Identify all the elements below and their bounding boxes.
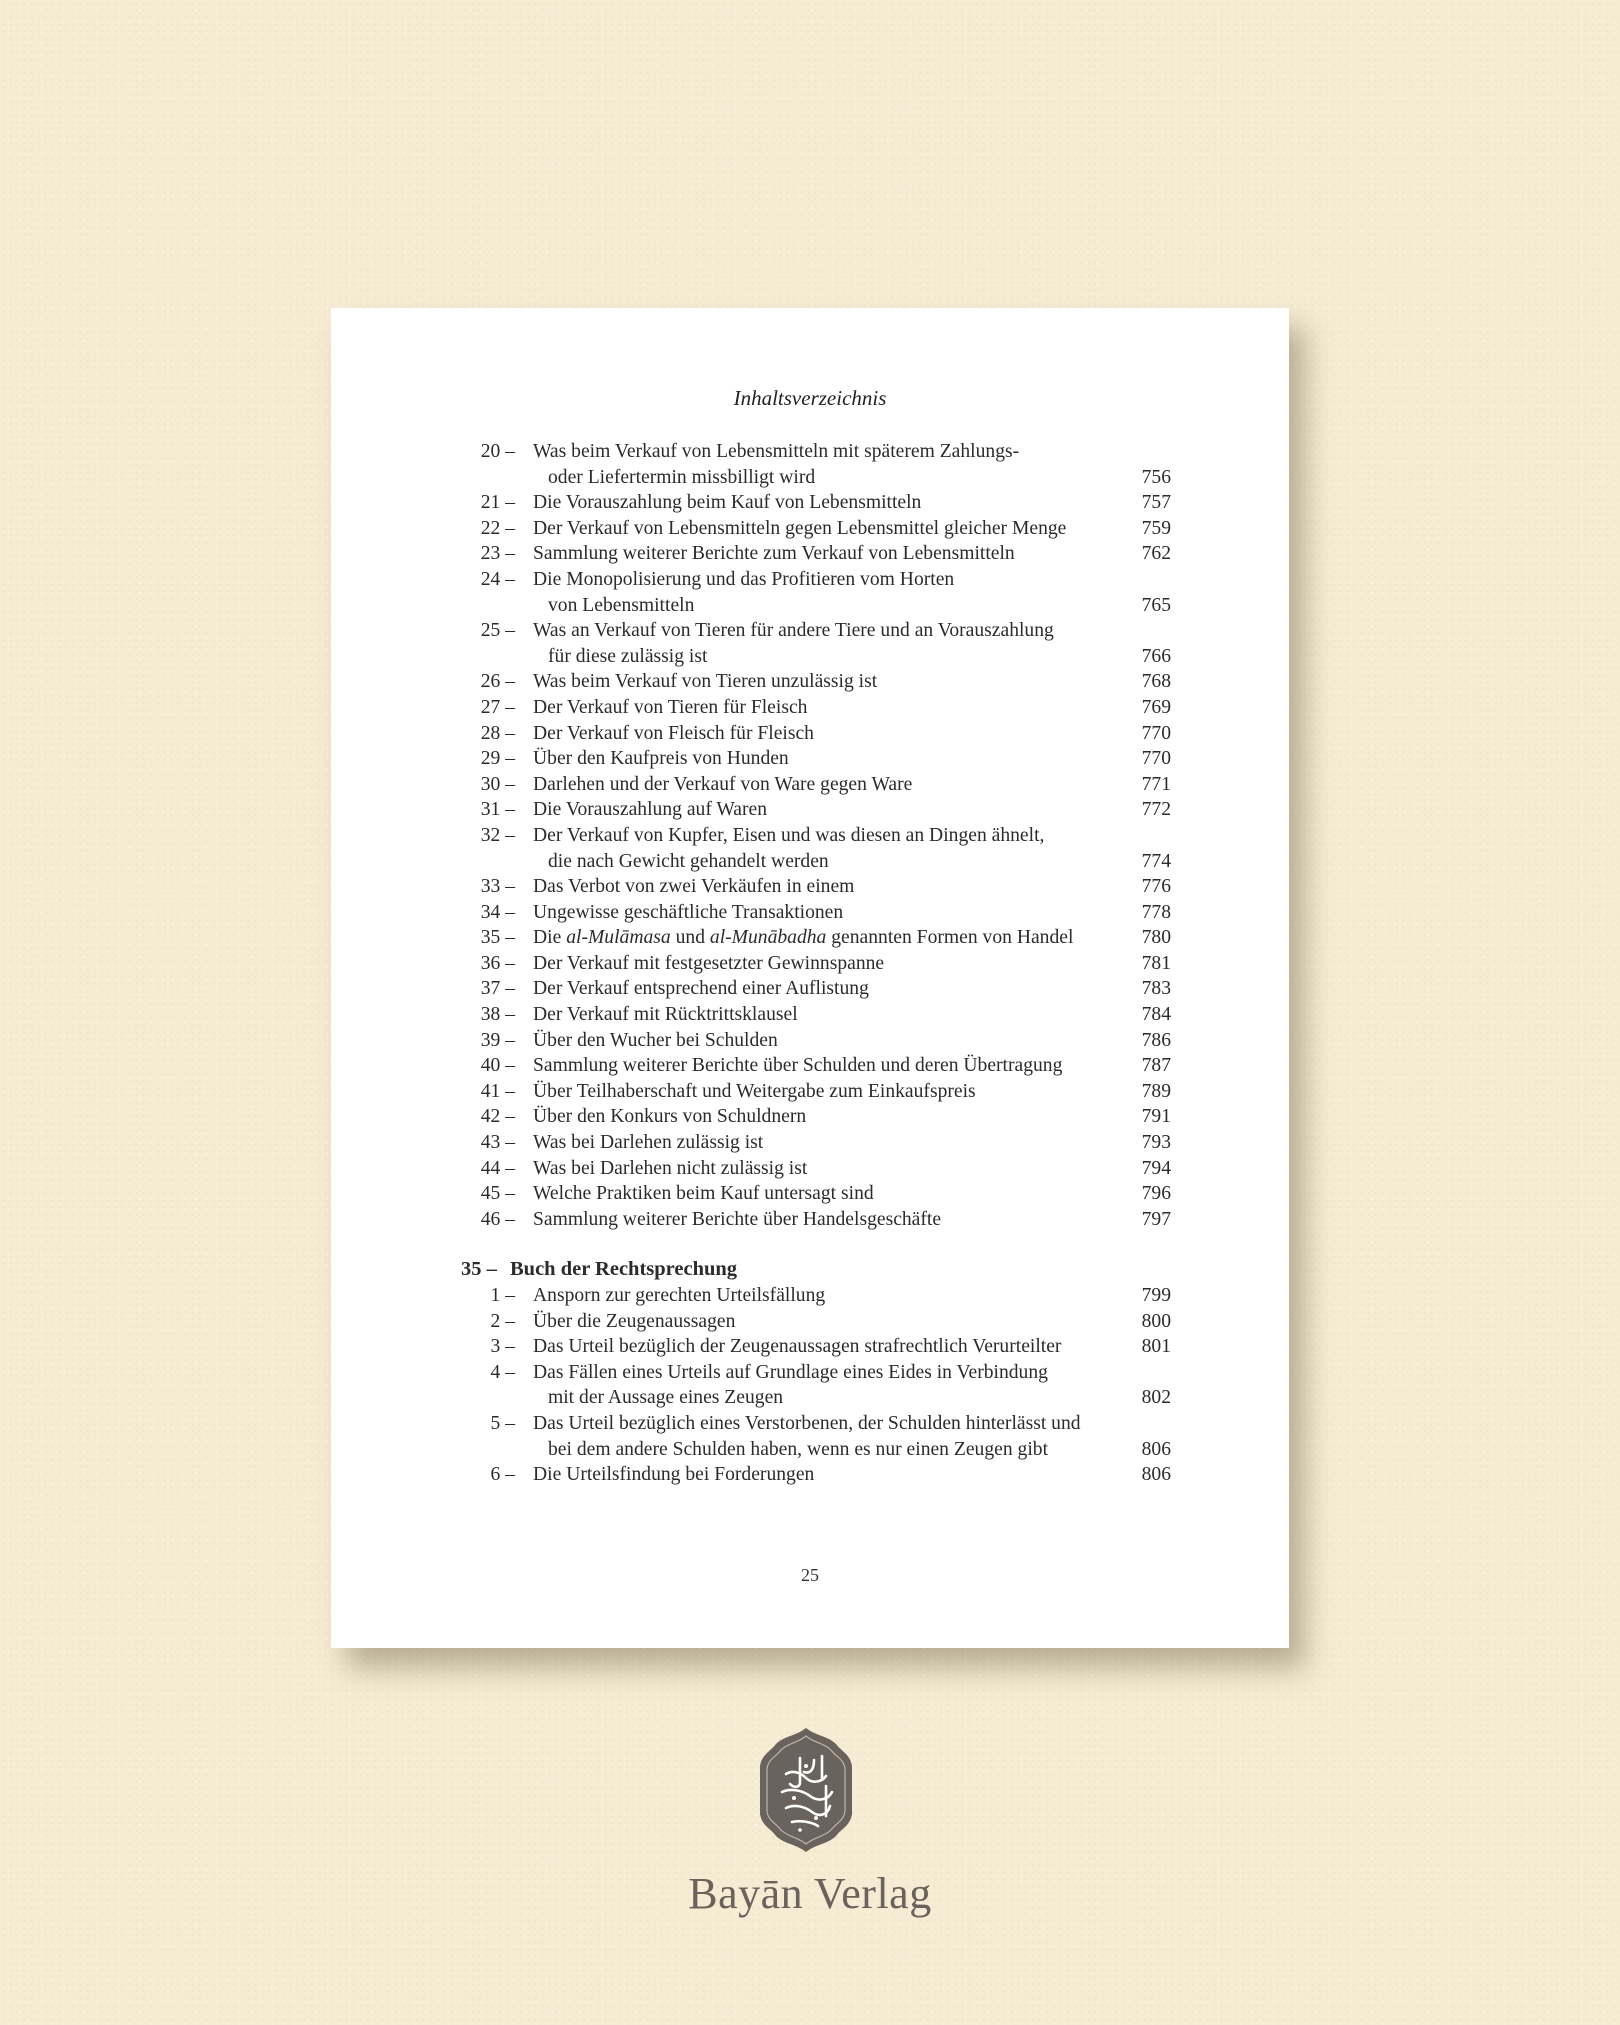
toc-entry	[331, 746, 1289, 772]
entry-title-line: Sammlung weiterer Berichte über Schulden und deren Übertragung	[533, 1055, 1063, 1077]
toc-entry	[331, 439, 1289, 490]
entry-title	[533, 797, 1143, 823]
entry-title	[533, 1283, 1143, 1309]
entry-title-line: Was bei Darlehen zulässig ist	[533, 1132, 764, 1154]
entry-title-line: Ansporn zur gerechten Urteilsfällung	[533, 1285, 826, 1306]
toc-entry	[331, 1309, 1289, 1335]
book-page	[331, 308, 1289, 1648]
toc-entry	[331, 976, 1289, 1002]
entry-title-line: Sammlung weiterer Berichte über Handelsgeschäfte	[533, 1208, 942, 1230]
entry-title	[533, 669, 1143, 695]
entry-title	[533, 976, 1143, 1002]
entry-page-number: 759	[1141, 517, 1171, 539]
entry-page-number: 776	[1141, 876, 1171, 898]
toc-entry	[331, 1411, 1289, 1462]
entry-number: 24 –	[480, 568, 515, 590]
entry-number: 23 –	[480, 543, 515, 565]
entry-page-number: 774	[1141, 850, 1171, 872]
toc-entry	[331, 516, 1289, 542]
entry-title	[533, 900, 1143, 926]
entry-page-number: 770	[1141, 722, 1171, 744]
toc-entry	[331, 900, 1289, 926]
entry-title-line: Der Verkauf von Tieren für Fleisch	[533, 696, 808, 718]
entry-page-number: 783	[1141, 978, 1171, 1000]
section-heading	[331, 1257, 1289, 1283]
entry-title-line: Welche Praktiken beim Kauf untersagt sind	[533, 1183, 874, 1205]
toc-entry	[331, 1181, 1289, 1207]
entry-page-number: 762	[1141, 543, 1171, 565]
entry-title-line: Die Vorauszahlung auf Waren	[533, 799, 768, 821]
entry-title	[533, 951, 1143, 977]
entry-number: 34 –	[480, 901, 515, 923]
entry-title-line: Das Fällen eines Urteils auf Grundlage eines Eides in Verbindung	[533, 1361, 1048, 1383]
entry-title-line: oder Liefertermin missbilligt wird	[548, 466, 816, 488]
entry-number: 2 –	[490, 1310, 515, 1332]
entry-number: 29 –	[480, 748, 515, 770]
entry-page-number: 802	[1141, 1387, 1171, 1409]
entry-title	[533, 1207, 1143, 1233]
title-fragment: und	[670, 927, 710, 949]
entry-number: 39 –	[480, 1029, 515, 1051]
toc-entry	[331, 669, 1289, 695]
entry-title	[533, 1462, 1143, 1488]
entry-title	[533, 746, 1143, 772]
entry-title	[533, 439, 1143, 490]
entry-page-number: 806	[1141, 1464, 1171, 1486]
entry-title	[533, 1028, 1143, 1054]
toc-entry	[331, 721, 1289, 747]
entry-title-line: Das Urteil bezüglich der Zeugenaussagen strafrechtlich Verurteilter	[533, 1336, 1062, 1358]
entry-number: 38 –	[480, 1004, 515, 1026]
entry-title	[533, 925, 1143, 951]
toc-entry	[331, 1053, 1289, 1079]
entry-title	[533, 516, 1143, 542]
entry-page-number: 769	[1141, 696, 1171, 718]
entry-title-line: Die Urteilsfindung bei Forderungen	[533, 1464, 815, 1486]
entry-number: 20 –	[480, 441, 515, 462]
entry-title	[533, 490, 1143, 516]
entry-page-number: 794	[1141, 1157, 1171, 1179]
entry-page-number: 756	[1141, 466, 1171, 488]
entry-title-line: Über den Wucher bei Schulden	[533, 1029, 778, 1051]
toc-entry	[331, 1028, 1289, 1054]
entry-page-number: 780	[1141, 927, 1171, 949]
toc-entry	[331, 1462, 1289, 1488]
entry-title	[533, 1002, 1143, 1028]
entry-title	[533, 1181, 1143, 1207]
entry-page-number: 786	[1141, 1029, 1171, 1051]
entry-number: 28 –	[480, 722, 515, 744]
section-number: 35 –	[461, 1258, 497, 1281]
toc-entry	[331, 1104, 1289, 1130]
entry-page-number: 778	[1141, 901, 1171, 923]
entry-title-line: Sammlung weiterer Berichte zum Verkauf von Lebensmitteln	[533, 543, 1015, 565]
entry-title	[533, 567, 1143, 618]
toc-entry	[331, 1156, 1289, 1182]
entry-title	[533, 541, 1143, 567]
entry-title-line: die nach Gewicht gehandelt werden	[548, 850, 829, 872]
entry-page-number: 797	[1141, 1208, 1171, 1230]
entry-title-line: Der Verkauf mit festgesetzter Gewinnspanne	[533, 952, 885, 974]
toc-entry	[331, 618, 1289, 669]
toc-entry	[331, 1079, 1289, 1105]
entry-number: 37 –	[480, 978, 515, 1000]
entry-page-number: 789	[1141, 1080, 1171, 1102]
entry-title	[533, 874, 1143, 900]
entry-page-number: 771	[1141, 773, 1171, 795]
entry-number: 1 –	[490, 1285, 515, 1306]
table-of-contents	[331, 439, 1289, 1488]
entry-title-line: Was beim Verkauf von Tieren unzulässig ist	[533, 671, 878, 693]
entry-title	[533, 1053, 1143, 1079]
entry-title-line: bei dem andere Schulden haben, wenn es nur einen Zeugen gibt	[548, 1438, 1049, 1460]
entry-title-line: Der Verkauf entsprechend einer Auflistung	[533, 978, 869, 1000]
entry-title-line: Die Monopolisierung und das Profitieren vom Horten	[533, 568, 955, 590]
entry-number: 22 –	[480, 517, 515, 539]
entry-title-line: von Lebensmitteln	[548, 594, 695, 616]
entry-number: 46 –	[480, 1208, 515, 1230]
entry-title-line: Über den Kaufpreis von Hunden	[533, 748, 789, 770]
entry-title-line: Der Verkauf von Fleisch für Fleisch	[533, 722, 814, 744]
toc-entry	[331, 823, 1289, 874]
entry-title-line	[533, 925, 1143, 951]
entry-page-number: 757	[1141, 492, 1171, 514]
entry-title-line: Was an Verkauf von Tieren für andere Tiere und an Vorauszahlung	[533, 620, 1054, 642]
title-fragment: Die	[533, 927, 567, 949]
entry-title-line: mit der Aussage eines Zeugen	[548, 1387, 784, 1409]
entry-number: 5 –	[490, 1412, 515, 1434]
entry-title-line: Was beim Verkauf von Lebensmitteln mit späterem Zahlungs-	[533, 441, 1020, 462]
section-title: Buch der Rechtsprechung	[510, 1258, 738, 1281]
entry-number: 41 –	[480, 1080, 515, 1102]
entry-number: 45 –	[480, 1183, 515, 1205]
toc-entries-book-35	[331, 1283, 1289, 1488]
publisher-name: Bayān Verlag	[688, 1869, 932, 1918]
title-fragment: genannten Formen von Handel	[826, 927, 1074, 949]
entry-title-line: Was bei Darlehen nicht zulässig ist	[533, 1157, 808, 1179]
entry-number: 3 –	[490, 1336, 515, 1358]
entry-title-line: Der Verkauf von Lebensmitteln gegen Lebensmittel gleicher Menge	[533, 517, 1067, 539]
entry-page-number: 768	[1141, 671, 1171, 693]
calligraphy-emblem-icon	[756, 1726, 856, 1854]
entry-title	[533, 1334, 1143, 1360]
entry-title	[533, 772, 1143, 798]
entry-number: 4 –	[490, 1361, 515, 1383]
toc-entries-book-34	[331, 439, 1289, 1232]
toc-entry	[331, 925, 1289, 951]
entry-title-line: Der Verkauf mit Rücktrittsklausel	[533, 1004, 798, 1026]
entry-title-line: Die Vorauszahlung beim Kauf von Lebensmitteln	[533, 492, 922, 514]
entry-number: 25 –	[480, 620, 515, 642]
toc-entry	[331, 1334, 1289, 1360]
entry-title-line: Ungewisse geschäftliche Transaktionen	[533, 901, 844, 923]
page-header: Inhaltsverzeichnis	[733, 386, 887, 410]
entry-title-line: Der Verkauf von Kupfer, Eisen und was diesen an Dingen ähnelt,	[533, 824, 1045, 846]
toc-entry	[331, 567, 1289, 618]
entry-number: 35 –	[480, 927, 515, 949]
entry-title	[533, 1079, 1143, 1105]
entry-title	[533, 823, 1143, 874]
entry-title	[533, 1360, 1143, 1411]
entry-page-number: 793	[1141, 1132, 1171, 1154]
entry-page-number: 765	[1141, 594, 1171, 616]
entry-number: 31 –	[480, 799, 515, 821]
entry-title	[533, 1130, 1143, 1156]
toc-entry	[331, 1207, 1289, 1233]
entry-title-line: Darlehen und der Verkauf von Ware gegen Ware	[533, 773, 913, 795]
entry-title-line: Das Urteil bezüglich eines Verstorbenen, der Schulden hinterlässt und	[533, 1412, 1081, 1434]
entry-page-number: 801	[1141, 1336, 1171, 1358]
entry-title	[533, 1309, 1143, 1335]
entry-page-number: 770	[1141, 748, 1171, 770]
entry-number: 33 –	[480, 876, 515, 898]
entry-page-number: 796	[1141, 1183, 1171, 1205]
entry-page-number: 799	[1141, 1285, 1171, 1306]
entry-page-number: 781	[1141, 952, 1171, 974]
entry-title	[533, 721, 1143, 747]
toc-entry	[331, 1002, 1289, 1028]
entry-page-number: 806	[1141, 1438, 1171, 1460]
entry-page-number: 772	[1141, 799, 1171, 821]
entry-page-number: 800	[1141, 1310, 1171, 1332]
toc-entry	[331, 1360, 1289, 1411]
entry-title-line: für diese zulässig ist	[548, 645, 708, 667]
entry-number: 32 –	[480, 824, 515, 846]
toc-entry	[331, 874, 1289, 900]
entry-title	[533, 1411, 1143, 1462]
entry-page-number: 784	[1141, 1004, 1171, 1026]
entry-title	[533, 1156, 1143, 1182]
entry-number: 21 –	[480, 492, 515, 514]
entry-number: 44 –	[480, 1157, 515, 1179]
entry-title	[533, 695, 1143, 721]
entry-number: 43 –	[480, 1132, 515, 1154]
entry-title-line: Über Teilhaberschaft und Weitergabe zum Einkaufspreis	[533, 1080, 976, 1102]
entry-page-number: 787	[1141, 1055, 1171, 1077]
entry-number: 6 –	[490, 1464, 515, 1486]
toc-entry	[331, 541, 1289, 567]
toc-entry	[331, 490, 1289, 516]
toc-entry	[331, 951, 1289, 977]
entry-page-number: 766	[1141, 645, 1171, 667]
entry-number: 36 –	[480, 952, 515, 974]
entry-number: 26 –	[480, 671, 515, 693]
entry-title	[533, 1104, 1143, 1130]
toc-entry	[331, 1130, 1289, 1156]
italic-term: al-Munābadha	[709, 927, 827, 949]
entry-number: 30 –	[480, 773, 515, 795]
entry-number: 40 –	[480, 1055, 515, 1077]
entry-title-line: Über die Zeugenaussagen	[533, 1310, 736, 1332]
toc-entry	[331, 1283, 1289, 1309]
entry-page-number: 791	[1141, 1106, 1171, 1128]
entry-number: 27 –	[480, 696, 515, 718]
page-number: 25	[801, 1565, 819, 1585]
entry-title-line: Über den Konkurs von Schuldnern	[533, 1106, 807, 1128]
toc-entry	[331, 772, 1289, 798]
toc-entry	[331, 695, 1289, 721]
italic-term: al-Mulāmasa	[566, 927, 671, 949]
entry-title-line: Das Verbot von zwei Verkäufen in einem	[533, 876, 855, 898]
toc-entry	[331, 797, 1289, 823]
entry-number: 42 –	[480, 1106, 515, 1128]
entry-title	[533, 618, 1143, 669]
